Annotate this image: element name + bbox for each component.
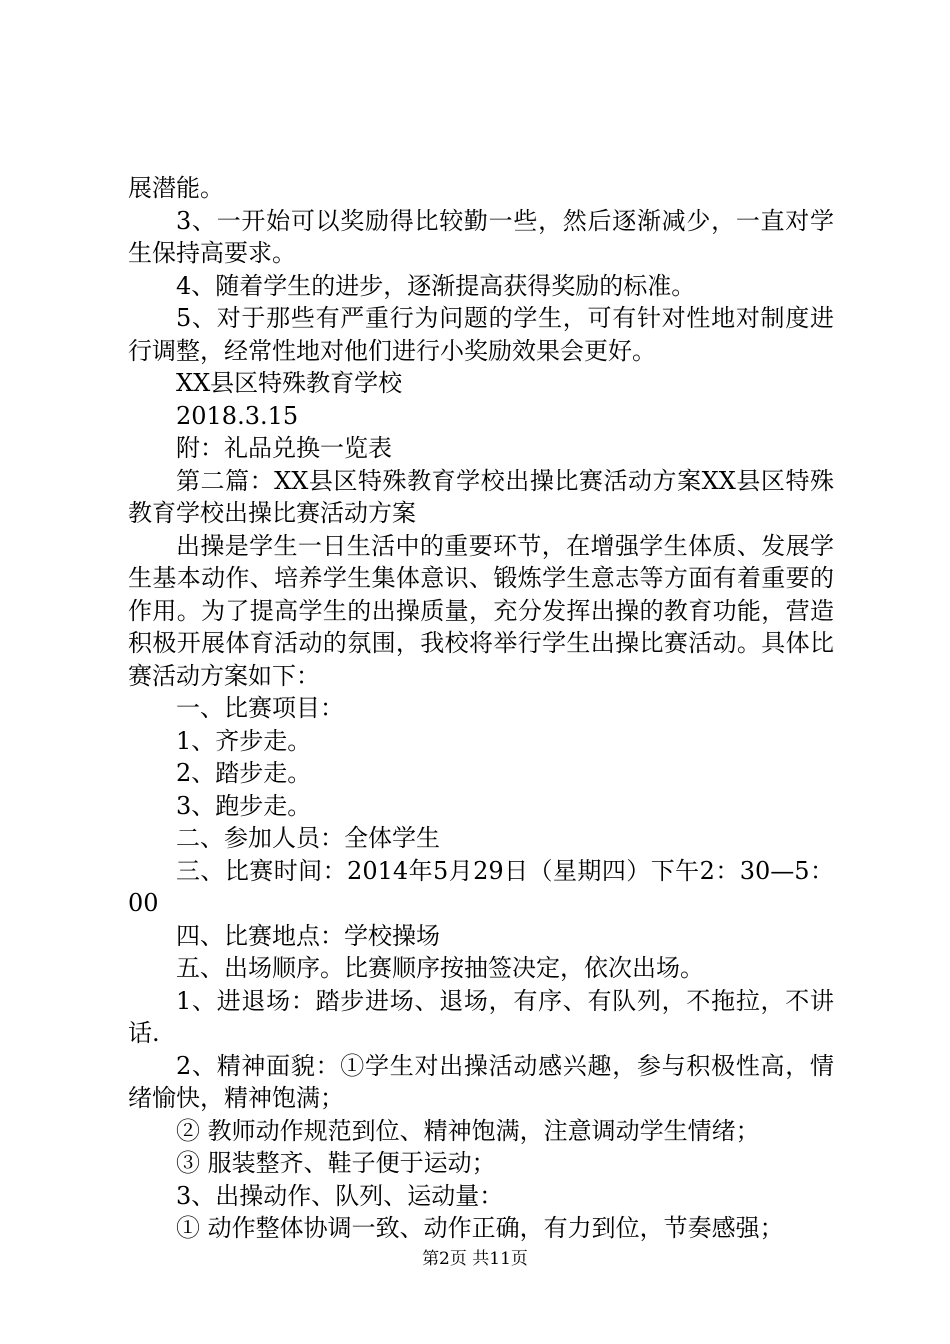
list-item: 3、出操动作、队列、运动量： — [176, 1181, 504, 1210]
school-name: XX县区特殊教育学校 — [176, 369, 403, 397]
heading-competition-items: 一、比赛项目： — [176, 694, 344, 722]
heading-competition-time: 三、比赛时间：2014年5月29日（星期四）下午2：30—5：00 — [128, 856, 834, 917]
document-body — [128, 172, 834, 1245]
list-item: 3、跑步走。 — [176, 791, 312, 820]
heading-participants: 二、参加人员：全体学生 — [176, 824, 440, 852]
paragraph: 5、对于那些有严重行为问题的学生，可有针对性地对制度进行调整，经常性地对他们进行小奖励效果会更好。 — [128, 304, 834, 365]
attachment-note: 附：礼品兑换一览表 — [176, 434, 392, 462]
list-item: 2、踏步走。 — [176, 759, 312, 787]
heading-appearance-order: 五、出场顺序。比赛顺序按抽签决定，依次出场。 — [176, 954, 704, 982]
list-item: ③ 服装整齐、鞋子便于运动； — [176, 1149, 496, 1177]
list-item: ① 动作整体协调一致、动作正确，有力到位，节奏感强； — [176, 1214, 784, 1242]
paragraph: 3、一开始可以奖励得比较勤一些，然后逐渐减少，一直对学生保持高要求。 — [128, 206, 834, 267]
list-item: ② 教师动作规范到位、精神饱满，注意调动学生情绪； — [176, 1116, 760, 1145]
heading-competition-location: 四、比赛地点：学校操场 — [176, 921, 440, 950]
paragraph: 展潜能。 — [128, 174, 224, 202]
page-number-footer: 第2页 共11页 — [422, 1249, 528, 1269]
section-title: 第二篇：XX县区特殊教育学校出操比赛活动方案XX县区特殊教育学校出操比赛活动方案 — [128, 466, 834, 527]
list-item: 1、齐步走。 — [176, 726, 312, 755]
paragraph: 4、随着学生的进步，逐渐提高获得奖励的标准。 — [176, 271, 696, 300]
list-item: 1、进退场：踏步进场、退场，有序、有队列，不拖拉，不讲话. — [128, 986, 834, 1047]
paragraph: 出操是学生一日生活中的重要环节，在增强学生体质、发展学生基本动作、培养学生集体意识、锻炼学生意志等方面有着重要的作用。为了提高学生的出操质量，充分发挥出操的教育功能，营造积极开展体育活动的氛围，我校将举行学生出操比赛活动。具体比赛活动方案如下： — [128, 531, 834, 690]
list-item: 2、精神面貌：①学生对出操活动感兴趣，参与积极性高，情绪愉快，精神饱满； — [128, 1051, 834, 1112]
document-date: 2018.3.15 — [176, 401, 299, 430]
